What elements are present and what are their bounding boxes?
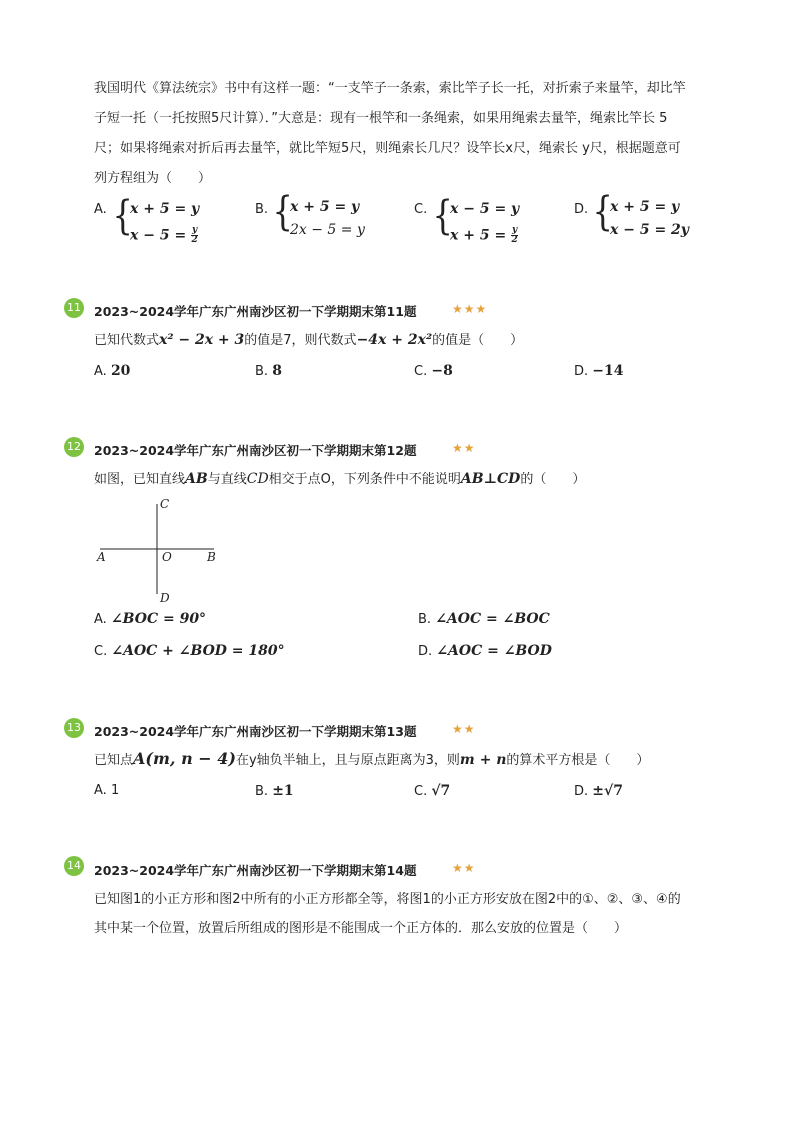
question-number-badge: 11 bbox=[64, 298, 84, 318]
equation: x − 5 = $\frac{y}{2}$ bbox=[130, 225, 198, 245]
difficulty-stars: ★★ bbox=[452, 722, 476, 736]
question-heading: 2023~2024学年广东广州南沙区初一下学期期末第12题 bbox=[94, 443, 417, 458]
equation: 2x − 5 = y bbox=[290, 222, 365, 238]
question-number-badge: 13 bbox=[64, 718, 84, 738]
question-number-badge: 12 bbox=[64, 437, 84, 457]
label-c: C bbox=[160, 497, 170, 511]
option-letter: B. bbox=[255, 202, 269, 217]
label-b: B bbox=[207, 550, 216, 564]
q10-line-1: 我国明代《算法统宗》书中有这样一题：“一支竿子一条索，索比竿子长一托，对折索子来量竿，却比竿 bbox=[94, 81, 686, 96]
q13-option-b[interactable]: B. ±1 bbox=[255, 783, 294, 799]
question-heading: 2023~2024学年广东广州南沙区初一下学期期末第14题 bbox=[94, 863, 417, 878]
system-brace: { bbox=[112, 193, 133, 239]
q11-option-b[interactable]: B. 8 bbox=[255, 363, 282, 379]
q13-option-a[interactable]: A. 1 bbox=[94, 783, 120, 798]
label-d: D bbox=[160, 591, 170, 605]
q11-stem: 已知代数式x² − 2x + 3的值是7，则代数式−4x + 2x²的值是（ ） bbox=[94, 332, 524, 348]
equation: x + 5 = y bbox=[290, 199, 360, 215]
label-o: O bbox=[162, 550, 172, 564]
label-a: A bbox=[97, 550, 106, 564]
q10-line-3: 尺；如果将绳索对折后再去量竿，就比竿短5尺，则绳索长几尺？设竿长x尺，绳索长 y尺，根据题意可 bbox=[94, 141, 681, 156]
q13-option-c[interactable]: C. √7 bbox=[414, 783, 451, 799]
system-brace: { bbox=[272, 189, 293, 235]
difficulty-stars: ★★ bbox=[452, 441, 476, 455]
q10-line-4: 列方程组为（ ） bbox=[94, 171, 212, 186]
option-letter: C. bbox=[414, 202, 428, 217]
equation: x + 5 = y bbox=[610, 199, 680, 215]
q13-option-d[interactable]: D. ±√7 bbox=[574, 783, 623, 799]
q14-line-1: 已知图1的小正方形和图2中所有的小正方形都全等，将图1的小正方形安放在图2中的①、②、③、④的 bbox=[94, 892, 681, 907]
q10-line-2: 子短一托（一托按照5尺计算）．”大意是：现有一根竿和一条绳索，如果用绳索去量竿，绳索比竿长 5 bbox=[94, 111, 668, 126]
difficulty-stars: ★★★ bbox=[452, 302, 488, 316]
q12-option-d[interactable]: D. ∠AOC = ∠BOD bbox=[418, 643, 552, 659]
q13-stem: 已知点A(m, n − 4)在y轴负半轴上，且与原点距离为3，则m + n的算术平方根是（ ） bbox=[94, 749, 650, 768]
equation: x + 5 = y bbox=[130, 201, 200, 217]
system-brace: { bbox=[592, 189, 613, 235]
equation: x − 5 = 2y bbox=[610, 222, 689, 238]
system-brace: { bbox=[432, 193, 453, 239]
question-heading: 2023~2024学年广东广州南沙区初一下学期期末第13题 bbox=[94, 724, 417, 739]
question-heading: 2023~2024学年广东广州南沙区初一下学期期末第11题 bbox=[94, 304, 417, 319]
q11-option-a[interactable]: A. 20 bbox=[94, 363, 131, 379]
q11-option-d[interactable]: D. −14 bbox=[574, 363, 624, 379]
q12-option-a[interactable]: A. ∠BOC = 90° bbox=[94, 611, 207, 627]
option-letter: A. bbox=[94, 202, 107, 217]
q12-stem: 如图，已知直线AB与直线CD相交于点O，下列条件中不能说明AB⊥CD的（ ） bbox=[94, 471, 586, 487]
equation: x + 5 = $\frac{y}{2}$ bbox=[450, 225, 518, 245]
option-letter: D. bbox=[574, 202, 589, 217]
question-number-badge: 14 bbox=[64, 856, 84, 876]
q12-option-b[interactable]: B. ∠AOC = ∠BOC bbox=[418, 611, 550, 627]
difficulty-stars: ★★ bbox=[452, 861, 476, 875]
q12-option-c[interactable]: C. ∠AOC + ∠BOD = 180° bbox=[94, 643, 285, 659]
equation: x − 5 = y bbox=[450, 201, 520, 217]
q14-line-2: 其中某一个位置，放置后所组成的图形是不能围成一个正方体的．那么安放的位置是（ ） bbox=[94, 921, 628, 936]
q11-option-c[interactable]: C. −8 bbox=[414, 363, 453, 379]
